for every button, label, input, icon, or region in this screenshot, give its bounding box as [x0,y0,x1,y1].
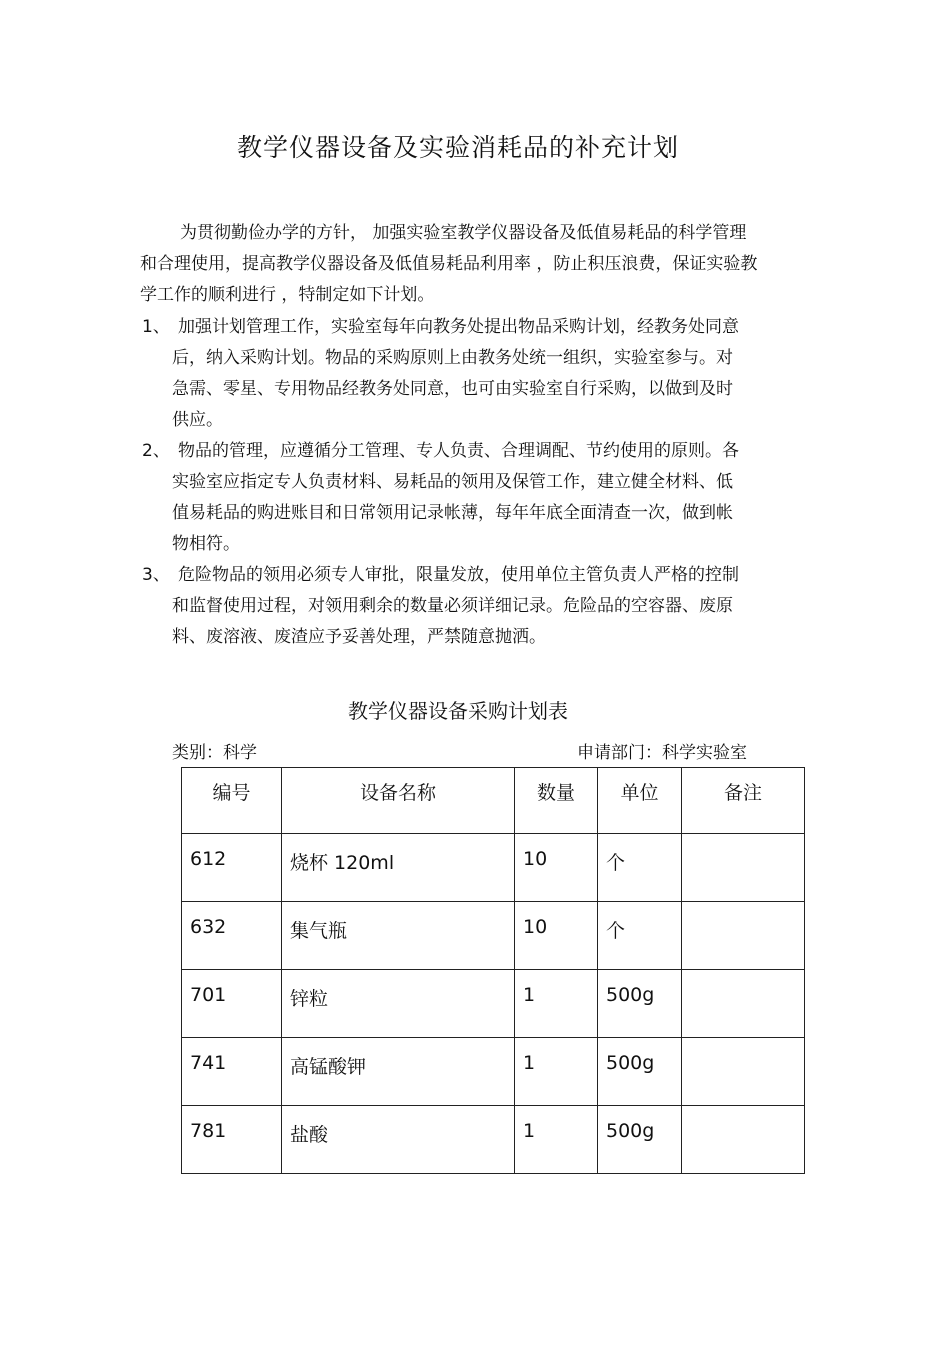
cell-unit: 500g [598,970,682,1038]
header-name: 设备名称 [282,768,515,834]
intro-paragraph [140,218,820,311]
header-unit: 单位 [598,768,682,834]
table-row [182,1038,805,1106]
cell-name: 高锰酸钾 [282,1038,515,1106]
cell-unit: 个 [598,902,682,970]
plan-item-number: 1、 [142,317,170,337]
plan-item-line: 供应。 [172,410,223,430]
header-id: 编号 [182,768,282,834]
department-label: 申请部门：科学实验室 [577,743,747,763]
plan-list [142,312,822,653]
cell-id: 741 [182,1038,282,1106]
table-header-row [182,768,805,834]
cell-qty: 1 [515,970,598,1038]
cell-note [682,902,805,970]
cell-unit: 500g [598,1106,682,1174]
plan-item-line: 值易耗品的购进账目和日常领用记录帐薄，每年年底全面清查一次，做到帐 [172,503,733,523]
intro-line: 和合理使用，提高教学仪器设备及低值易耗品利用率 ，防止积压浪费，保证实验教 [140,254,758,274]
cell-id: 781 [182,1106,282,1174]
header-note: 备注 [682,768,805,834]
plan-item-line: 和监督使用过程，对领用剩余的数量必须详细记录。危险品的空容器、废原 [172,596,733,616]
cell-unit: 个 [598,834,682,902]
cell-qty: 10 [515,834,598,902]
table-title: 教学仪器设备采购计划表 [348,699,568,723]
plan-item-line: 料、废溶液、废渣应予妥善处理，严禁随意抛洒。 [172,627,546,647]
plan-item-number: 2、 [142,441,170,461]
cell-qty: 1 [515,1038,598,1106]
cell-id: 701 [182,970,282,1038]
cell-note [682,1106,805,1174]
cell-name: 盐酸 [282,1106,515,1174]
plan-item-1 [142,312,822,436]
plan-item-line: 危险物品的领用必须专人审批，限量发放，使用单位主管负责人严格的控制 [178,565,739,585]
plan-item-line: 加强计划管理工作，实验室每年向教务处提出物品采购计划，经教务处同意 [178,317,739,337]
purchase-plan-table [181,767,805,1174]
plan-item-line: 后，纳入采购计划。物品的采购原则上由教务处统一组织，实验室参与。对 [172,348,733,368]
plan-item-line: 物相符。 [172,534,240,554]
intro-line: 为贯彻勤俭办学的方针， 加强实验室教学仪器设备及低值易耗品的科学管理 [180,223,747,243]
plan-item-line: 实验室应指定专人负责材料、易耗品的领用及保管工作，建立健全材料、低 [172,472,733,492]
cell-name: 锌粒 [282,970,515,1038]
table-row [182,834,805,902]
plan-item-line: 急需、零星、专用物品经教务处同意，也可由实验室自行采购，以做到及时 [172,379,733,399]
cell-qty: 10 [515,902,598,970]
cell-note [682,1038,805,1106]
table-row [182,902,805,970]
header-qty: 数量 [515,768,598,834]
plan-item-3 [142,560,822,653]
document-title: 教学仪器设备及实验消耗品的补充计划 [236,133,679,162]
cell-note [682,834,805,902]
cell-id: 632 [182,902,282,970]
table-row [182,1106,805,1174]
cell-qty: 1 [515,1106,598,1174]
plan-item-number: 3、 [142,565,170,585]
cell-name: 烧杯 120ml [282,834,515,902]
cell-unit: 500g [598,1038,682,1106]
cell-note [682,970,805,1038]
table-row [182,970,805,1038]
plan-item-2 [142,436,822,560]
plan-item-line: 物品的管理，应遵循分工管理、专人负责、合理调配、节约使用的原则。各 [178,441,739,461]
cell-id: 612 [182,834,282,902]
intro-line: 学工作的顺利进行 ，特制定如下计划。 [140,285,435,305]
category-label: 类别：科学 [172,743,257,763]
cell-name: 集气瓶 [282,902,515,970]
